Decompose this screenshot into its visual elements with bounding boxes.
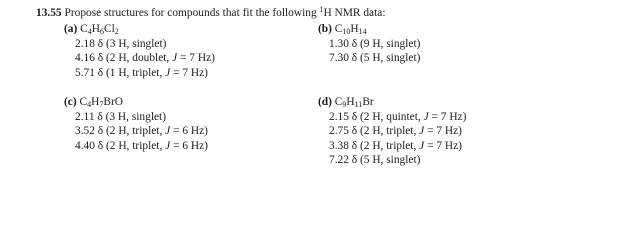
nmr-signal: 4.16 δ (2 H, doublet, J = 7 Hz) (75, 52, 215, 64)
problem-number: 13.55 (36, 7, 62, 19)
molecular-formula: $C_4H_6Cl_2$ (77, 23, 119, 36)
molecular-formula: $C_9H_{11}Br$ (331, 96, 374, 109)
nmr-signal: 3.38 δ (2 H, triplet, J = 7 Hz) (329, 139, 462, 152)
part-label: (a) (64, 23, 78, 35)
problem-prompt: Propose structures for compounds that fit the following $^1$H NMR data: (64, 5, 386, 19)
molecular-formula: $C_{10}H_{14}$ (331, 23, 367, 36)
molecular-formula: $C_4H_7BrO$ (76, 96, 123, 109)
part-label: (b) (318, 23, 332, 35)
part-heading (318, 24, 367, 35)
nmr-signal: 2.11 δ (3 H, singlet) (75, 110, 166, 123)
part-label: (c) (64, 96, 77, 108)
part-label: (d) (318, 96, 332, 108)
nmr-signal: 4.40 δ (2 H, triplet, J = 6 Hz) (75, 139, 208, 152)
nmr-signal: 7.30 δ (5 H, singlet) (329, 52, 421, 64)
part-heading (64, 97, 123, 108)
nmr-signal: 2.15 δ (2 H, quintet, J = 7 Hz) (329, 110, 467, 123)
nmr-signal: 5.71 δ (1 H, triplet, J = 7 Hz) (75, 66, 208, 79)
nmr-signal: 2.75 δ (2 H, triplet, J = 7 Hz) (329, 125, 462, 137)
nmr-signal: 2.18 δ (3 H, singlet) (75, 37, 167, 50)
part-heading (64, 24, 119, 35)
nmr-signal: 7.22 δ (5 H, singlet) (329, 154, 421, 166)
part-heading (318, 97, 374, 108)
nmr-signal: 3.52 δ (2 H, triplet, J = 6 Hz) (75, 125, 208, 137)
nmr-signal: 1.30 δ (9 H, singlet) (329, 37, 421, 50)
problem-heading (36, 5, 386, 19)
